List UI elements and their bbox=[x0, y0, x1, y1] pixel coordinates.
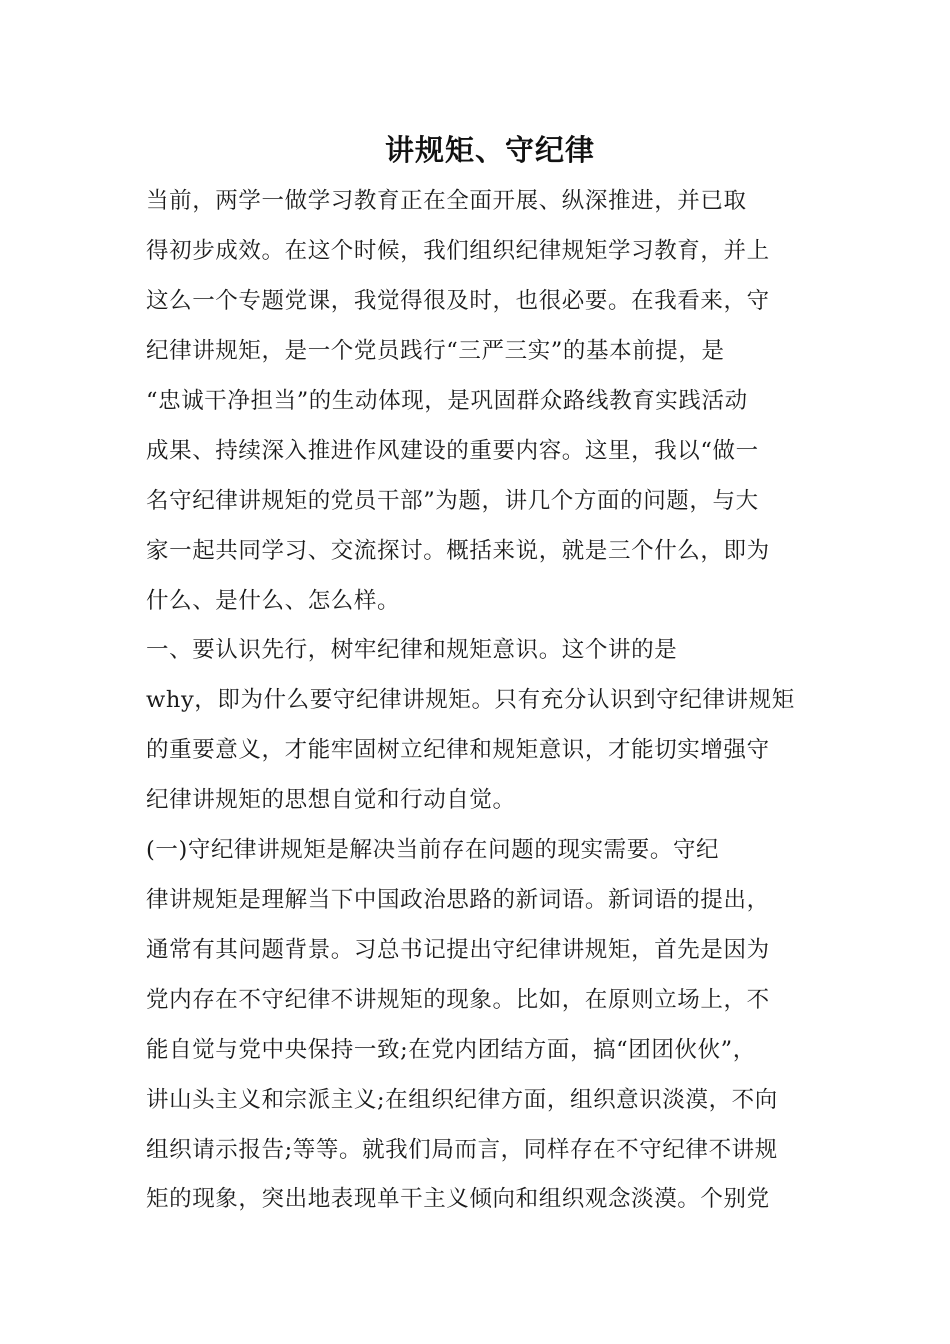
body-line: 纪律讲规矩的思想自觉和行动自觉。 bbox=[146, 787, 516, 813]
body-line: 律讲规矩是理解当下中国政治思路的新词语。新词语的提出， bbox=[146, 887, 770, 913]
body-line: why，即为什么要守纪律讲规矩。只有充分认识到守纪律讲规矩 bbox=[146, 687, 795, 713]
body-line: “忠诚干净担当”的生动体现，是巩固群众路线教育实践活动 bbox=[146, 388, 748, 414]
body-line: 的重要意义，才能牢固树立纪律和规矩意识，才能切实增强守 bbox=[146, 737, 770, 763]
body-line: 能自觉与党中央保持一致;在党内团结方面，搞“团团伙伙”， bbox=[146, 1037, 756, 1063]
body-line: 纪律讲规矩，是一个党员践行“三严三实”的基本前提，是 bbox=[146, 338, 725, 364]
body-line: 党内存在不守纪律不讲规矩的现象。比如，在原则立场上，不 bbox=[146, 987, 770, 1013]
document-title: 讲规矩、守纪律 bbox=[384, 133, 595, 167]
body-line: 这么一个专题党课，我觉得很及时，也很必要。在我看来，守 bbox=[146, 288, 770, 314]
body-line: 组织请示报告;等等。就我们局而言，同样存在不守纪律不讲规 bbox=[146, 1137, 778, 1163]
body-line: 什么、是什么、怎么样。 bbox=[146, 588, 401, 614]
body-line: 家一起共同学习、交流探讨。概括来说，就是三个什么，即为 bbox=[146, 538, 770, 564]
body-line: 矩的现象，突出地表现单干主义倾向和组织观念淡漠。个别党 bbox=[146, 1186, 770, 1212]
body-line: 一、要认识先行，树牢纪律和规矩意识。这个讲的是 bbox=[146, 637, 678, 663]
body-line: 讲山头主义和宗派主义;在组织纪律方面，组织意识淡漠，不向 bbox=[146, 1087, 778, 1113]
body-line: 当前，两学一做学习教育正在全面开展、纵深推进，并已取 bbox=[146, 188, 747, 214]
body-line: 得初步成效。在这个时候，我们组织纪律规矩学习教育，并上 bbox=[146, 238, 770, 264]
body-line: 名守纪律讲规矩的党员干部”为题，讲几个方面的问题，与大 bbox=[146, 488, 759, 514]
body-line: 成果、持续深入推进作风建设的重要内容。这里，我以“做一 bbox=[146, 438, 759, 464]
body-line: (一)守纪律讲规矩是解决当前存在问题的现实需要。守纪 bbox=[146, 837, 720, 863]
body-line: 通常有其问题背景。习总书记提出守纪律讲规矩，首先是因为 bbox=[146, 937, 770, 963]
